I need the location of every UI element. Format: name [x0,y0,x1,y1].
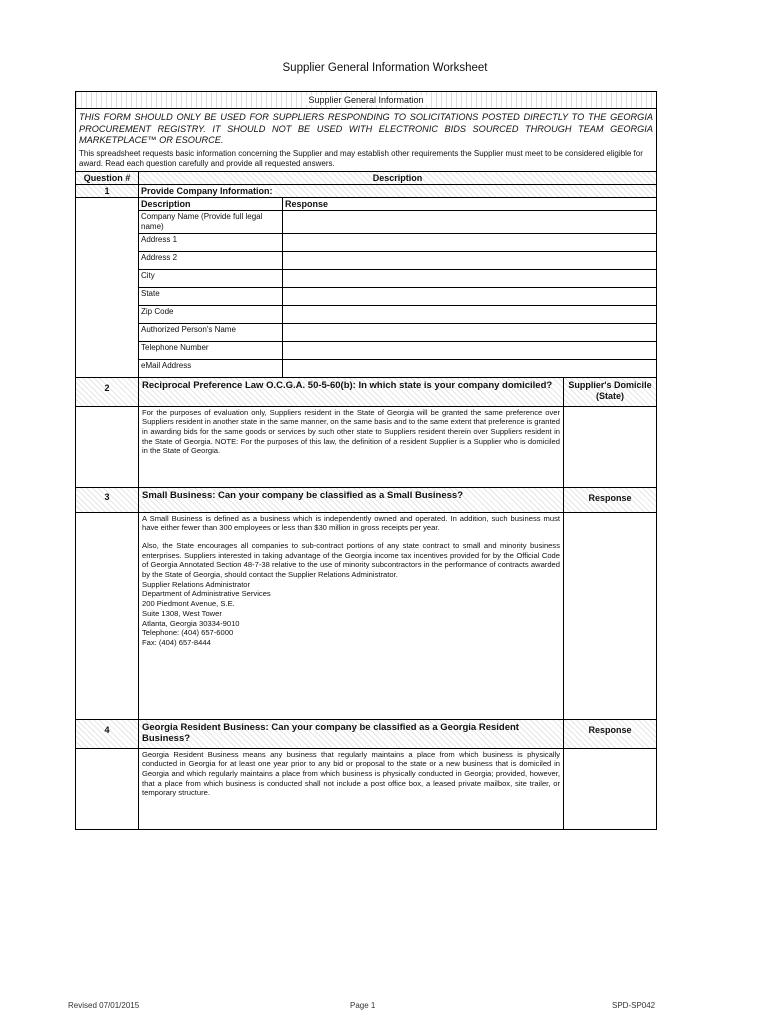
q2-title: Reciprocal Preference Law O.C.G.A. 50-5-60(b): In which state is your company domiciled? [139,378,563,406]
q2-column-label: Supplier's Domicile (State) [563,378,656,406]
q4-title-row [76,720,656,749]
footer-form-id: SPD-SP042 [612,1001,656,1010]
field-row [139,270,656,288]
q1-number: 1 [76,185,139,197]
section-header: Supplier General Information [76,92,656,109]
footer-page: Page 1 [350,1001,376,1010]
field-label: Zip Code [139,306,283,323]
q3-contact-line: Atlanta, Georgia 30334-9010 [142,618,240,628]
q4-body-row [76,749,656,829]
field-row [139,342,656,360]
q3-column-label: Response [563,488,656,512]
q3-text-1: A Small Business is defined as a business which is independently owned and operated. In addition, such business must have either fewer than 300 employees or less than $30 million in gross receipts per year. [142,513,560,533]
q2-text: For the purposes of evaluation only, Suppliers resident in the State of Georgia will be granted the same preference over Suppliers resident in another state in the same manner, on the same basis and to the same extent that preference is granted in awarding bids for the same goods or services by such other state to Suppliers resident therein over Suppliers resident in the State of Georgia. NOTE: For the purposes of this law, the definition of a resident Supplier is a Supplier who is domiciled in the State of Georgia. [142,407,560,456]
field-label: Address 2 [139,252,283,269]
page-title: Supplier General Information Worksheet [282,62,488,74]
q1-body-row [76,198,656,378]
city-input[interactable] [283,270,656,287]
q3-title-row [76,488,656,513]
field-row [139,234,656,252]
telephone-input[interactable] [283,342,656,359]
q3-body-row [76,513,656,720]
question-col-header: Question # [76,172,139,184]
zip-input[interactable] [283,306,656,323]
email-input[interactable] [283,360,656,377]
field-label: State [139,288,283,305]
field-label: City [139,270,283,287]
q1-title-row [76,185,656,198]
q3-number: 3 [76,488,139,512]
sub-resp-header: Response [285,198,329,209]
field-label: Company Name (Provide full legal name) [139,211,283,233]
intro-text: This spreadsheet requests basic information concerning the Supplier and may establish other requirements the Supplier must meet to be considered eligible for award. Read each question carefully and provide all requested answers. [76,149,656,172]
address2-input[interactable] [283,252,656,269]
field-label: eMail Address [139,360,283,377]
q3-contact-line: Department of Administrative Services [142,589,271,599]
small-business-response-input[interactable] [563,513,656,719]
notice-text: THIS FORM SHOULD ONLY BE USED FOR SUPPLIERS RESPONDING TO SOLICITATIONS POSTED DIRECTLY TO THE GEORGIA PROCUREMENT REGISTRY. IT SHOULD NOT BE USED WITH ELECTRONIC BIDS SOURCED THROUGH TEAM GEORGIA MARKETPLACE™ OR ESOURCE. [79,112,653,145]
company-info-table [139,198,656,377]
field-row [139,324,656,342]
q3-contact-line: Fax: (404) 657-8444 [142,637,211,647]
q3-contact-line: Supplier Relations Administrator [142,579,251,589]
field-label: Address 1 [139,234,283,251]
resident-business-response-input[interactable] [563,749,656,829]
q4-title: Georgia Resident Business: Can your company be classified as a Georgia Resident Business? [139,720,563,748]
q4-text: Georgia Resident Business means any business that regularly maintains a place from which business is physically conducted in Georgia for at least one year prior to any bid or proposal to the state or a new business that is domiciled in Georgia and which regularly maintains a place from which business is physically conducted in Georgia; provided, however, that a place from which business is conducted shall not include a post office box, a leased private mailbox, site trailer, or temporary structure. [142,749,560,798]
field-row [139,211,656,234]
q4-number: 4 [76,720,139,748]
field-row [139,252,656,270]
domicile-state-input[interactable] [563,407,656,487]
column-header-row [76,172,656,185]
q2-body-row [76,407,656,488]
q1-title: Provide Company Information: [141,185,273,196]
address1-input[interactable] [283,234,656,251]
field-row [139,360,656,377]
company-name-input[interactable] [283,211,656,233]
q3-text-2: Also, the State encourages all companies to sub-contract portions of any state contract to small and minority business enterprises. Suppliers interested in taking advantage of the Georgia income tax incentives provided for by the Official Code of Georgia Annotated Section 48-7-38 relative to the use of minority subcontractors in the performance of contracts awarded by the State of Georgia, should contact the Supplier Relations Administrator. [142,540,560,580]
q3-contact-line: Telephone: (404) 657-6000 [142,628,234,638]
q2-title-row [76,378,656,407]
q2-number: 2 [76,378,139,406]
q3-title: Small Business: Can your company be classified as a Small Business? [139,488,563,512]
q3-contact-line: 200 Piedmont Avenue, S.E. [142,599,235,609]
description-col-header: Description [139,172,656,184]
field-label: Authorized Person's Name [139,324,283,341]
field-label: Telephone Number [139,342,283,359]
footer-revised: Revised 07/01/2015 [68,1001,140,1010]
q3-contact-line: Suite 1308, West Tower [142,608,222,618]
authorized-person-input[interactable] [283,324,656,341]
field-row [139,306,656,324]
field-row [139,288,656,306]
q4-column-label: Response [563,720,656,748]
sub-desc-header: Description [139,198,283,210]
worksheet-table [75,91,657,830]
state-input[interactable] [283,288,656,305]
